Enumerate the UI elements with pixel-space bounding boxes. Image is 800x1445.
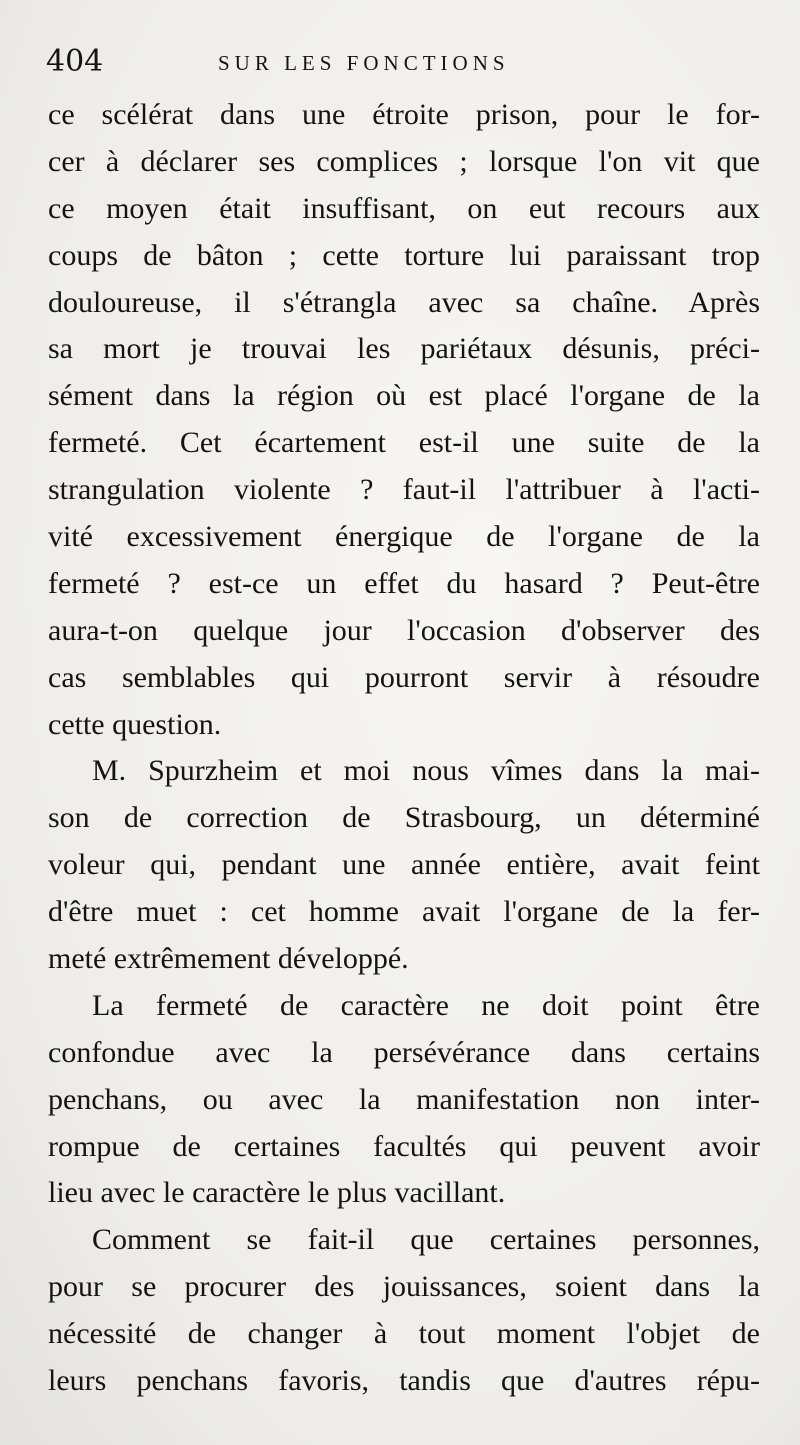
text-line: ce scélérat dans une étroite prison, pour le for- [48,98,760,131]
text-line: M. Spurzheim et moi nous vîmes dans la mai- [92,754,760,788]
text-line: pour se procurer des jouissances, soient dans la [48,1270,760,1304]
body-text [48,92,760,1405]
paragraph [48,748,760,982]
page-number: 404 [46,44,104,79]
text-line: d'être muet : cet homme avait l'organe de la fer- [48,895,760,929]
text-line: ce moyen était insuffisant, on eut recours aux [48,191,760,225]
text-line: penchans, ou avec la manifestation non inter- [48,1082,760,1116]
text-line: nécessité de changer à tout moment l'objet de [48,1317,760,1351]
paragraph [48,1217,760,1405]
text-line: La fermeté de caractère ne doit point être [92,988,760,1022]
text-line: son de correction de Strasbourg, un déterminé [48,801,760,835]
text-line: lieu avec le caractère le plus vacillant. [48,1176,506,1210]
paragraph [48,92,760,748]
text-line: strangulation violente ? faut-il l'attribuer à l'acti- [48,473,760,507]
text-line: rompue de certaines facultés qui peuvent avoir [48,1129,760,1163]
text-line: meté extrêmement développé. [48,942,409,976]
paragraph [48,983,760,1217]
text-line: fermeté. Cet écartement est-il une suite de la [48,426,760,460]
text-line: cette question. [48,707,222,741]
text-line: vité excessivement énergique de l'organe de la [48,520,760,554]
text-line: coups de bâton ; cette torture lui paraissant trop [48,238,760,272]
text-line: aura-t-on quelque jour l'occasion d'observer des [48,613,760,647]
text-line: douloureuse, il s'étrangla avec sa chaîne. Après [48,285,760,319]
text-line: voleur qui, pendant une année entière, avait feint [48,848,760,882]
text-line: sa mort je trouvai les pariétaux désunis, préci- [48,332,760,366]
text-line: Comment se fait-il que certaines personnes, [92,1223,760,1257]
text-line: cas semblables qui pourront servir à résoudre [48,660,760,694]
page-header [46,42,586,86]
text-line: confondue avec la persévérance dans certains [48,1035,760,1069]
running-title: SUR LES FONCTIONS [218,51,510,75]
text-line: cer à déclarer ses complices ; lorsque l'on vit que [48,144,760,178]
text-line: leurs penchans favoris, tandis que d'autres répu- [48,1364,760,1398]
text-line: fermeté ? est-ce un effet du hasard ? Peut-être [48,566,760,600]
text-line: sément dans la région où est placé l'organe de la [48,379,760,413]
